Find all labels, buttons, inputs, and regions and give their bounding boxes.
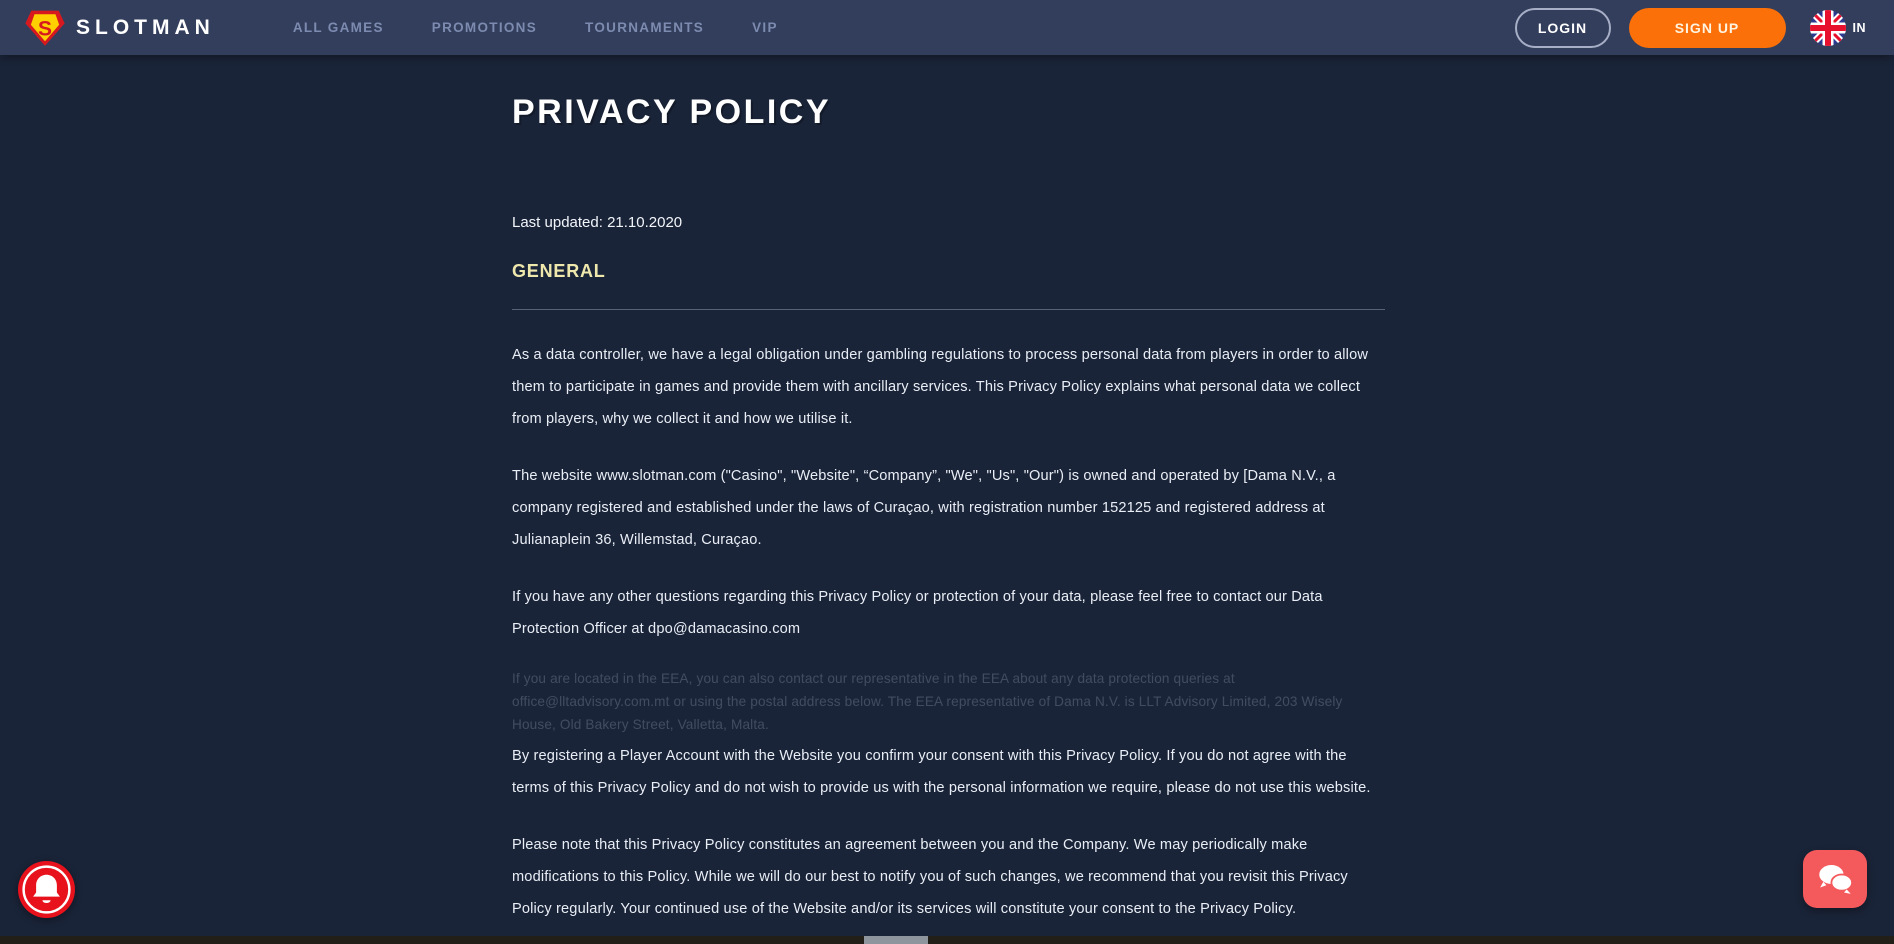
language-selector[interactable] [1810,10,1867,46]
main-nav [293,20,778,35]
last-updated-text: Last updated: 21.10.2020 [512,214,683,231]
nav-item-all-games[interactable]: ALL GAMES [292,20,384,35]
brand-logo[interactable] [24,9,215,47]
horizontal-scrollbar-thumb[interactable] [864,936,928,944]
policy-paragraph: The website www.slotman.com ("Casino", "Website", “Company”, "We", "Us", "Our") is owned and operated by [Dama N.V., a company registered and established under the laws of Curaçao, with registration number 152125 and registered address at Julianaplein 36, Willemstad, Curaçao. [512,468,1336,548]
policy-paragraph: If you have any other questions regarding this Privacy Policy or protection of your data, please feel free to contact our Data Protection Officer at dpo@damacasino.com [512,589,1323,637]
svg-text:S: S [37,16,53,40]
notification-bell-button[interactable] [18,861,75,918]
privacy-policy-content [512,55,1385,925]
policy-paragraph: By registering a Player Account with the Website you confirm your consent with this Privacy Policy. If you do not agree with the terms of this Privacy Policy and do not wish to provide us with the personal information we require, please do not use this website. [512,748,1371,796]
policy-paragraph: Please note that this Privacy Policy constitutes an agreement between you and the Company. We may periodically make modifications to this Policy. While we will do our best to notify you of such changes, we recommend that you revisit this Privacy Policy regularly. Your continued use of the Website and/or its services will constitute your consent to the Privacy Policy. [512,837,1348,917]
section-divider [512,309,1385,310]
live-chat-icon [1815,861,1855,897]
language-code: IN [1852,20,1866,35]
brand-name: SLOTMAN [76,15,215,39]
notification-bell-icon [18,861,75,918]
slotman-shield-icon [24,9,66,47]
top-nav-bar [0,0,1894,55]
login-button[interactable]: LOGIN [1515,8,1611,48]
live-chat-button[interactable] [1803,850,1867,908]
policy-paragraph-faded: If you are located in the EEA, you can also contact our representative in the EEA about any data protection queries at office@lltadvisory.com.mt or using the postal address below. The EEA representative of Dama N.V. is LLT Advisory Limited, 203 Wisely House, Old Bakery Street, Valletta, Malta. [512,671,1343,732]
horizontal-scrollbar-track[interactable] [0,936,1894,944]
header-actions [1515,8,1867,48]
nav-item-promotions[interactable]: PROMOTIONS [431,20,538,35]
nav-item-vip[interactable]: VIP [752,20,778,35]
section-heading-general: GENERAL [512,261,606,281]
signup-button[interactable]: SIGN UP [1629,8,1786,48]
policy-paragraph: As a data controller, we have a legal obligation under gambling regulations to process personal data from players in order to allow them to participate in games and provide them with ancillary services. This Privacy Policy explains what personal data we collect from players, why we collect it and how we utilise it. [512,347,1369,427]
nav-item-tournaments[interactable]: TOURNAMENTS [585,20,705,35]
uk-flag-icon [1810,10,1846,46]
page-title: PRIVACY POLICY [512,93,832,131]
